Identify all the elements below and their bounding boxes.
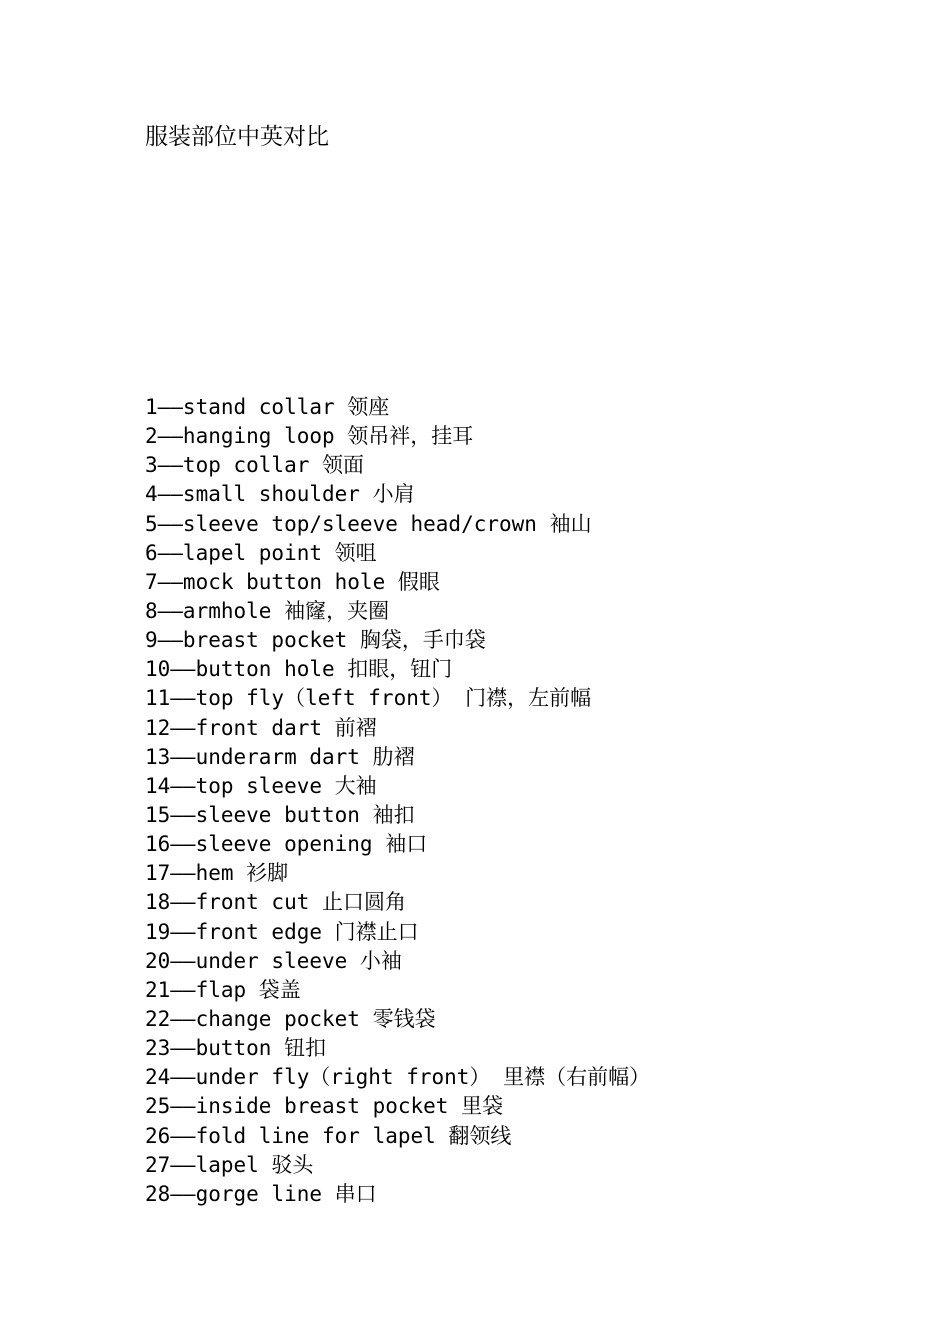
term-item-14: 14——top sleeve 大袖 [145, 773, 377, 798]
term-item-8: 8——armhole 袖窿，夹圈 [145, 598, 390, 623]
term-item-12: 12——front dart 前褶 [145, 715, 377, 740]
term-item-10: 10——button hole 扣眼，钮门 [145, 657, 453, 682]
document-title: 服装部位中英对比 [145, 124, 329, 150]
term-item-16: 16——sleeve opening 袖口 [145, 832, 428, 857]
term-item-13: 13——underarm dart 肋褶 [145, 744, 415, 769]
term-item-22: 22——change pocket 零钱袋 [145, 1006, 436, 1031]
term-item-20: 20——under sleeve 小袖 [145, 948, 402, 973]
term-item-6: 6——lapel point 领咀 [145, 540, 377, 565]
term-item-2: 2——hanging loop 领吊袢，挂耳 [145, 424, 474, 449]
term-item-28: 28——gorge line 串口 [145, 1181, 377, 1206]
term-item-15: 15——sleeve button 袖扣 [145, 802, 415, 827]
term-item-27: 27——lapel 驳头 [145, 1152, 314, 1177]
term-item-17: 17——hem 衫脚 [145, 861, 289, 886]
term-item-26: 26——fold line for lapel 翻领线 [145, 1123, 512, 1148]
term-item-11: 11——top fly（left front） 门襟，左前幅 [145, 686, 592, 711]
term-item-3: 3——top collar 领面 [145, 453, 365, 478]
term-item-23: 23——button 钮扣 [145, 1036, 327, 1061]
term-item-19: 19——front edge 门襟止口 [145, 919, 419, 944]
term-item-1: 1——stand collar 领座 [145, 395, 390, 419]
term-item-4: 4——small shoulder 小肩 [145, 482, 415, 507]
term-list [145, 393, 925, 1209]
term-item-18: 18——front cut 止口圆角 [145, 890, 407, 915]
term-item-24: 24——under fly（right front） 里襟（右前幅） [145, 1065, 651, 1090]
term-item-21: 21——flap 袋盖 [145, 977, 301, 1002]
term-item-5: 5——sleeve top/sleeve head/crown 袖山 [145, 511, 592, 536]
term-item-25: 25——inside breast pocket 里袋 [145, 1094, 504, 1119]
term-item-9: 9——breast pocket 胸袋，手巾袋 [145, 628, 486, 653]
term-item-7: 7——mock button hole 假眼 [145, 569, 440, 594]
